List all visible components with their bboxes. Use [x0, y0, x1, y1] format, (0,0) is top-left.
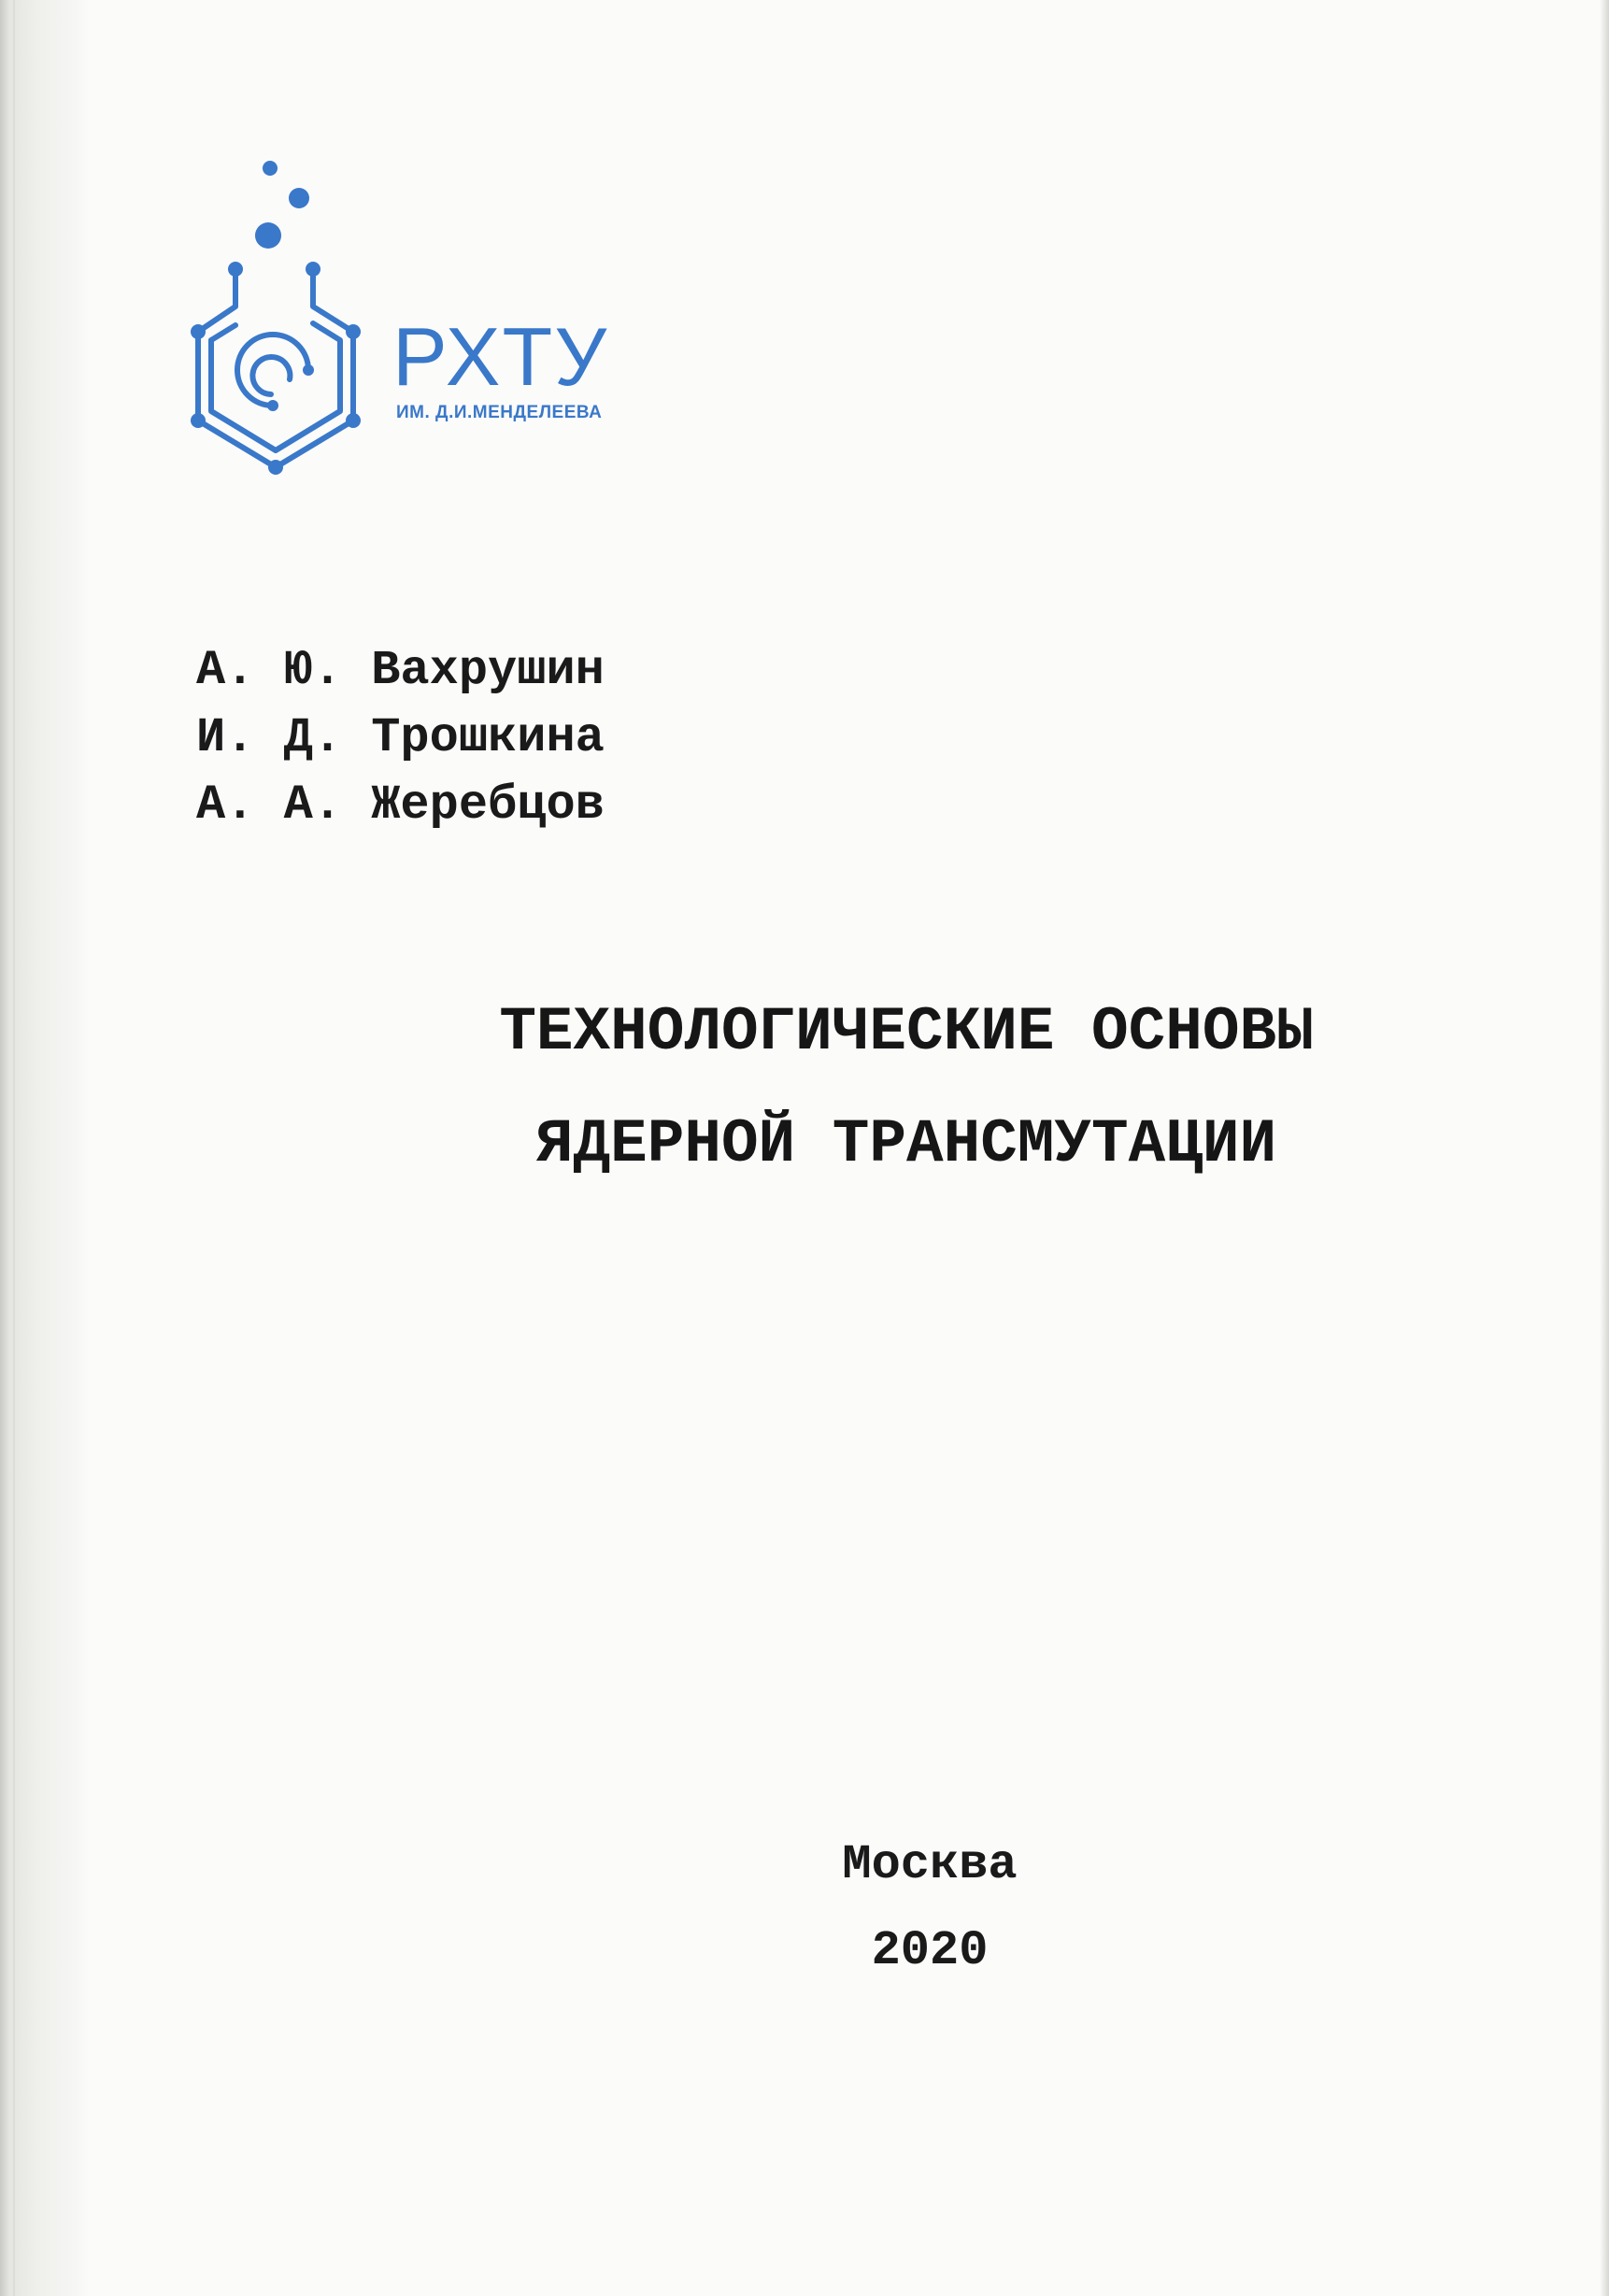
title-line-1: ТЕХНОЛОГИЧЕСКИЕ ОСНОВЫ [499, 997, 1314, 1067]
publication-info [804, 1822, 1056, 1994]
book-title [346, 977, 1467, 1201]
title-line-2: ЯДЕРНОЙ ТРАНСМУТАЦИИ [535, 1109, 1277, 1179]
author-name: А. А. Жеребцов [196, 777, 605, 833]
author-name: А. Ю. Вахрушин [196, 643, 605, 698]
flask-molecule-icon [178, 150, 392, 486]
authors-list [196, 637, 850, 839]
university-logo [178, 150, 626, 486]
publication-year: 2020 [871, 1923, 989, 1978]
publication-city: Москва [842, 1837, 1018, 1892]
logo-name: РХТУ [392, 310, 609, 403]
spine-crease [13, 0, 15, 2296]
author-name: И. Д. Трошкина [196, 710, 605, 765]
page-edge-shadow [1600, 0, 1609, 2296]
logo-subtitle: ИМ. Д.И.МЕНДЕЛЕЕВА [396, 403, 603, 422]
